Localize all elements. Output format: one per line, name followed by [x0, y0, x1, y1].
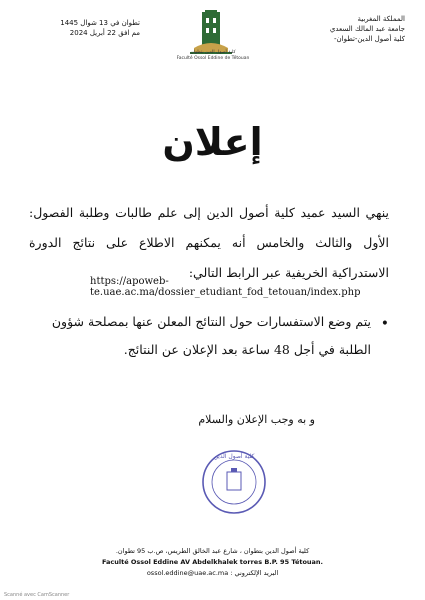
faculty-line: كلية أصول الدين-تطوان- — [333, 35, 405, 43]
bullet-icon: • — [380, 316, 389, 332]
official-stamp — [200, 448, 268, 516]
closing-line: و به وجب الإعلان والسلام — [198, 413, 315, 426]
date-block — [20, 18, 140, 38]
announcement-paragraph: ينهي السيد عميد كلية أصول الدين إلى علم طالبات وطلبة الفصول: الأول والثالث والخامس أنه يمكنهم الاطلاع على نتائج الدورة الاستدراكية الخريفية عبر الرابط التالي: — [29, 205, 389, 280]
hijri-date: تطوان في 13 شوال 1445 — [60, 19, 140, 27]
kingdom-line: المملكة المغربية — [357, 15, 405, 23]
scanner-watermark: Scanné avec CamScanner — [4, 592, 70, 598]
footer-email: البريد الإلكتروني : ossol.eddine@uae.ac.ma — [146, 569, 279, 577]
university-line: جامعة عبد المالك السعدي — [329, 25, 405, 33]
gregorian-date: مم افق 22 أبريل 2024 — [69, 29, 140, 37]
footer — [0, 546, 425, 579]
bullet-text: يتم وضع الاستفسارات حول النتائج المعلن عنها بمصلحة شؤون الطلبة في أجل 48 ساعة بعد الإعلان عن النتائج. — [51, 314, 371, 357]
footer-address-ar: كلية أصول الدين بتطوان ، شارع عبد الخالق الطريس، ص.ب 95 تطوان. — [115, 547, 310, 555]
institution-header — [290, 14, 405, 44]
bullet-item — [29, 308, 389, 364]
page-title: إعلان — [162, 120, 263, 164]
logo-caption: كلية أصول الدين بتطوان Faculté Ossol Eddine de Tétouan — [176, 50, 250, 61]
results-link[interactable]: https://apoweb-te.uae.ac.ma/dossier_etudiant_fod_tetouan/index.php — [90, 276, 361, 298]
stamp-text: كلية أصول الدين — [213, 453, 255, 460]
footer-address-fr: Faculté Ossol Eddine AV Abdelkhalek torres B.P. 95 Tétouan. — [101, 558, 324, 566]
faculty-logo — [172, 8, 252, 86]
